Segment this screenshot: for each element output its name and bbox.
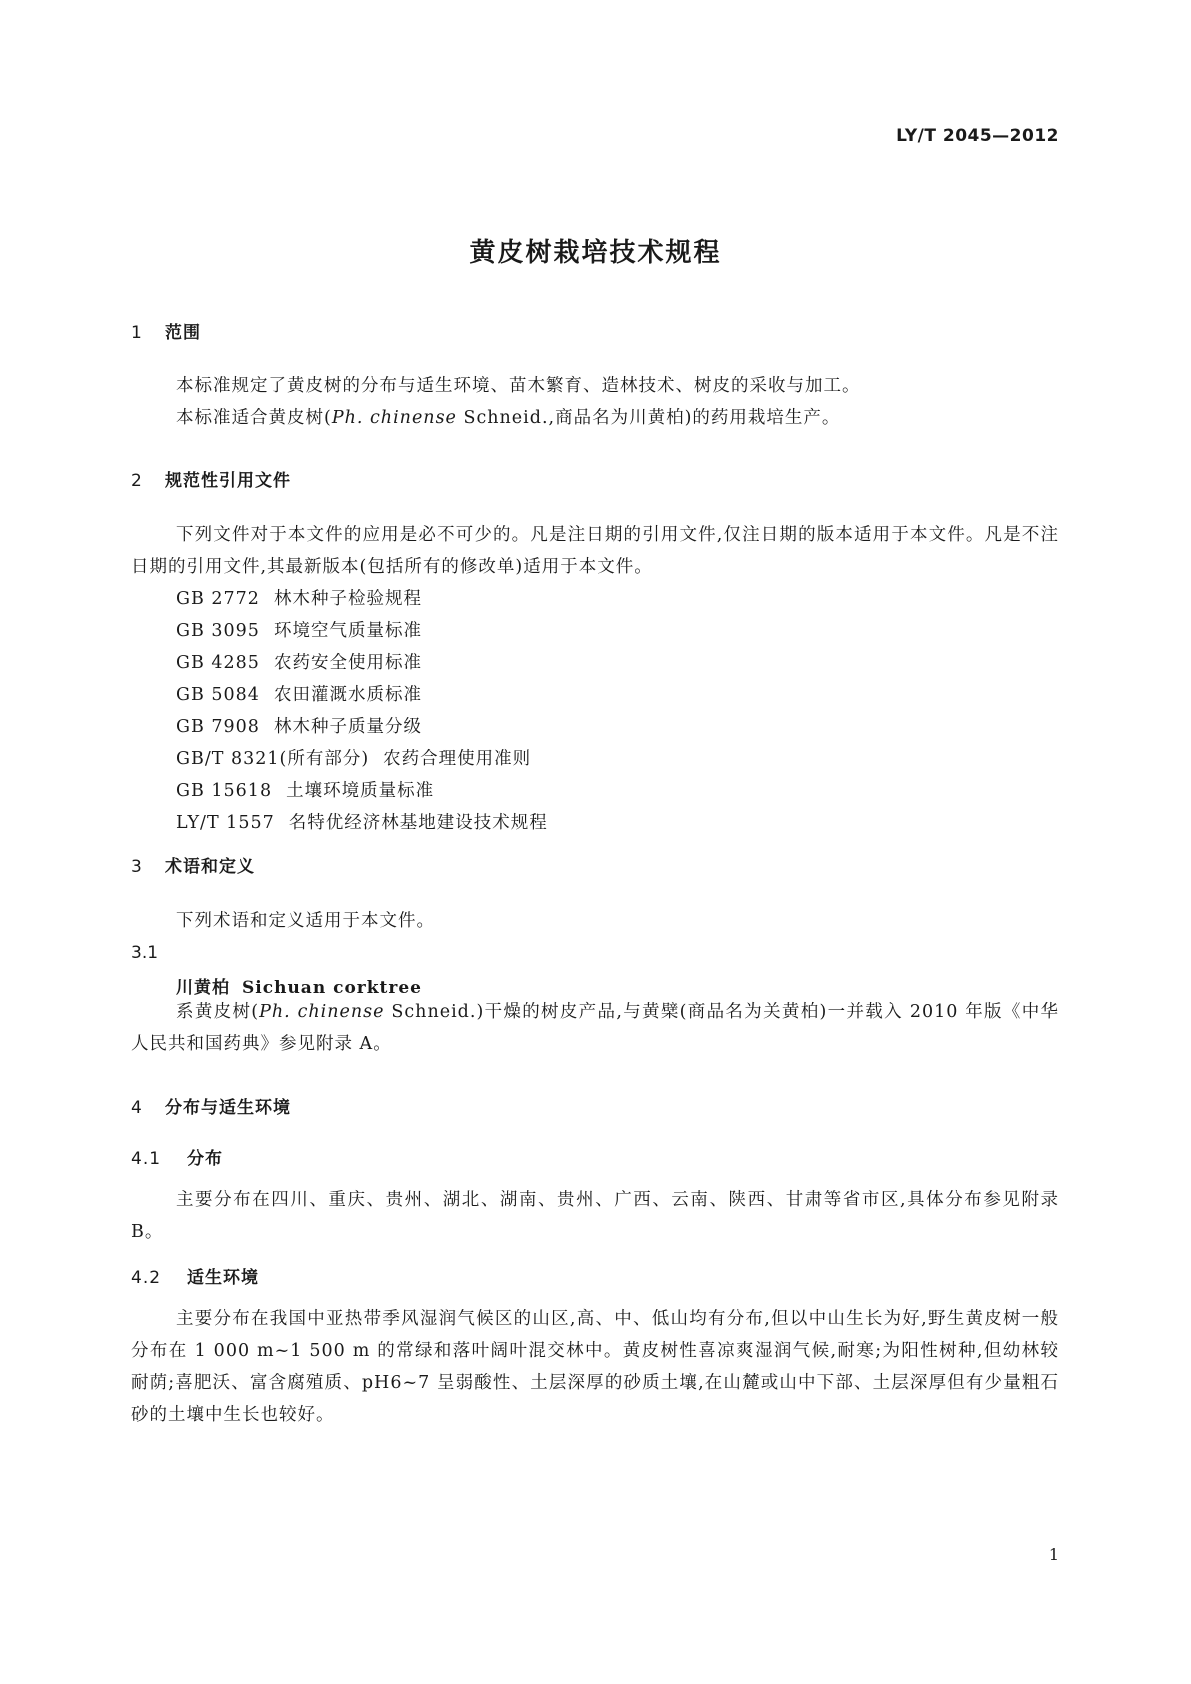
reference-title: 名特优经济林基地建设技术规程 <box>288 813 548 833</box>
subsection-title: 适生环境 <box>187 1268 259 1288</box>
reference-code: GB 2772 <box>176 589 260 609</box>
subsection-4-1-body <box>131 1184 1059 1248</box>
paragraph: 主要分布在四川、重庆、贵州、湖北、湖南、贵州、广西、云南、陕西、甘肃等省市区,具体分布参见附录 B。 <box>131 1190 1059 1242</box>
section-number: 2 <box>131 471 143 491</box>
section-title: 规范性引用文件 <box>165 471 291 491</box>
reference-item <box>131 679 1059 711</box>
reference-code: GB 4285 <box>176 653 260 673</box>
term-definition <box>131 996 1059 1060</box>
subsection-number: 4.1 <box>131 1149 162 1169</box>
reference-item <box>131 807 1059 839</box>
reference-item <box>131 711 1059 743</box>
reference-code: LY/T 1557 <box>176 813 275 833</box>
reference-item <box>131 615 1059 647</box>
reference-title: 农田灌溉水质标准 <box>273 685 422 705</box>
standard-code: LY/T 2045—2012 <box>896 126 1059 146</box>
reference-title: 土壤环境质量标准 <box>286 781 435 801</box>
paragraph: 下列文件对于本文件的应用是必不可少的。凡是注日期的引用文件,仅注日期的版本适用于本文件。凡是不注日期的引用文件,其最新版本(包括所有的修改单)适用于本文件。 <box>131 525 1059 577</box>
reference-code: GB 5084 <box>176 685 260 705</box>
reference-item <box>131 647 1059 679</box>
reference-title: 环境空气质量标准 <box>273 621 422 641</box>
paragraph: 主要分布在我国中亚热带季风湿润气候区的山区,高、中、低山均有分布,但以中山生长为好,野生黄皮树一般分布在 1 000 m~1 500 m 的常绿和落叶阔叶混交林中。黄皮树性喜凉爽湿润气候,耐寒;为阳性树种,但幼林较耐荫;喜肥沃、富含腐殖质、pH6~7 呈弱酸性、土层深厚的砂质土壤,在山麓或山中下部、土层深厚但有少量粗石砂的土壤中生长也较好。 <box>131 1309 1059 1425</box>
page-number: 1 <box>1048 1545 1059 1564</box>
reference-code: GB 3095 <box>176 621 260 641</box>
term-heading <box>176 973 422 998</box>
subsection-4-1-heading <box>131 1144 223 1169</box>
subsection-title: 分布 <box>187 1149 223 1169</box>
reference-code: GB/T 8321(所有部分) <box>176 749 370 769</box>
section-1-body <box>131 370 1059 434</box>
section-2-heading <box>131 466 291 491</box>
section-3-heading <box>131 852 255 877</box>
latin-name: Ph. chinense <box>331 408 457 428</box>
term-number: 3.1 <box>131 943 159 963</box>
paragraph: 本标准规定了黄皮树的分布与适生环境、苗木繁育、造林技术、树皮的采收与加工。 <box>176 376 861 396</box>
reference-title: 林木种子检验规程 <box>273 589 422 609</box>
reference-list <box>131 583 1059 839</box>
reference-title: 林木种子质量分级 <box>273 717 422 737</box>
term-zh: 川黄柏 <box>176 978 230 998</box>
section-1-heading <box>131 318 201 343</box>
term-en: Sichuan corktree <box>242 978 422 998</box>
reference-code: GB 7908 <box>176 717 260 737</box>
reference-item <box>131 583 1059 615</box>
reference-item <box>131 743 1059 775</box>
subsection-4-2-heading <box>131 1263 259 1288</box>
section-number: 3 <box>131 857 143 877</box>
reference-title: 农药安全使用标准 <box>273 653 422 673</box>
reference-title: 农药合理使用准则 <box>383 749 532 769</box>
subsection-4-2-body <box>131 1303 1059 1431</box>
section-title: 术语和定义 <box>165 857 255 877</box>
section-number: 1 <box>131 323 143 343</box>
paragraph: 系黄皮树(Ph. chinense Schneid.)干燥的树皮产品,与黄檗(商品名为关黄柏)一并载入 2010 年版《中华人民共和国药典》参见附录 A。 <box>131 1002 1060 1054</box>
section-title: 范围 <box>165 323 201 343</box>
reference-code: GB 15618 <box>176 781 273 801</box>
paragraph: 本标准适合黄皮树(Ph. chinense Schneid.,商品名为川黄柏)的药用栽培生产。 <box>176 408 841 428</box>
document-title: 黄皮树栽培技术规程 <box>469 238 722 268</box>
section-number: 4 <box>131 1098 143 1118</box>
latin-name: Ph. chinense <box>259 1002 385 1022</box>
section-3-intro <box>131 905 1059 937</box>
section-4-heading <box>131 1093 291 1118</box>
reference-item <box>131 775 1059 807</box>
paragraph: 下列术语和定义适用于本文件。 <box>176 911 435 931</box>
subsection-number: 4.2 <box>131 1268 162 1288</box>
section-2-body <box>131 519 1059 839</box>
section-title: 分布与适生环境 <box>165 1098 291 1118</box>
